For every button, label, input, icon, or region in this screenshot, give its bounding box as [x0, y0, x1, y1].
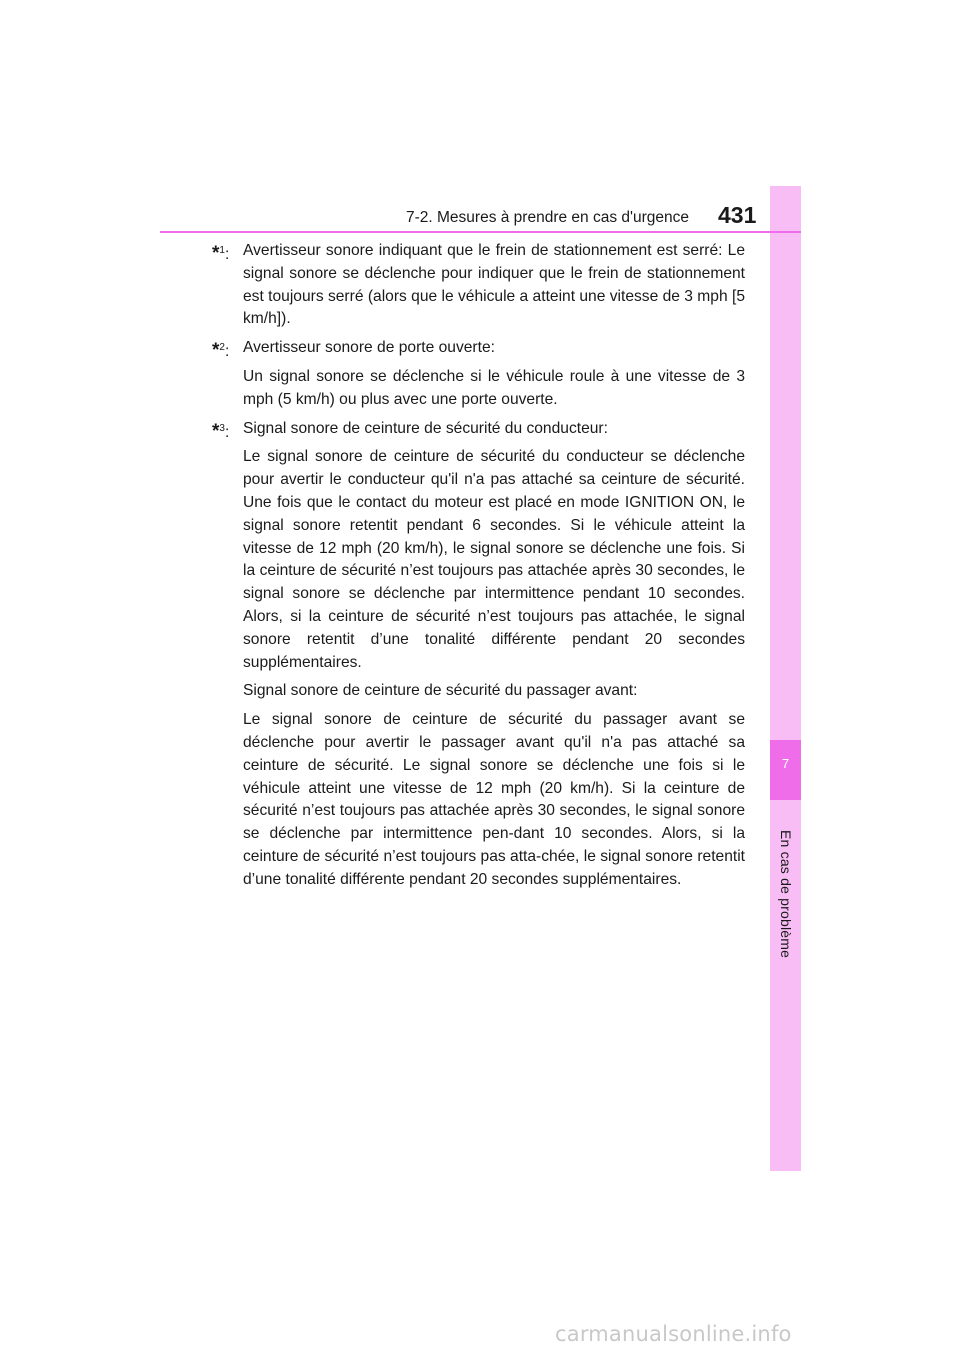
note-paragraph: Le signal sonore de ceinture de sécurité du conducteur se déclenche pour avertir le conducteur qu'il n'a pas attaché sa ceinture de sécurité. Une fois que le contact du moteur est placé en mode IGNITION ON, le signal sonore retentit pendant 6 secondes. Si le véhicule atteint la vitesse de 12 mph (20 km/h), le signal sonore se déclenche une fois. Si la ceinture de sécurité n’est toujours pas attachée après 30 secondes, le signal sonore se déclenche par intermittence pendant 10 secondes. Alors, si la ceinture de sécurité n’est toujours pas attachée, le signal sonore retentit d’une tonalité différente pendant 20 secondes supplémentaires. [243, 448, 745, 671]
note-marker: *$^2$: [212, 340, 230, 362]
note-marker: *$^3$: [212, 420, 230, 442]
chapter-title: En cas de problème [778, 830, 794, 959]
header-rule [160, 231, 801, 233]
note-paragraph: Avertisseur sonore de porte ouverte: [243, 339, 495, 357]
watermark-logo: carmanualsonline.info [555, 1322, 792, 1346]
note-paragraph: Le signal sonore de ceinture de sécurité du passager avant se déclenche pour avertir le passager avant qu'il n'a pas attaché sa ceinture de sécurité. Le signal sonore se déclenche une fois si le véhicule atteint une vitesse de 12 mph (20 km/h). Si la ceinture de sécurité n’est toujours pas attachée après 30 secondes, le signal sonore se déclenche par intermittence pen-dant 10 secondes. Alors, si la ceinture de sécurité n’est toujours pas atta-chée, le signal sonore retentit d’une tonalité différente pendant 20 secondes supplémentaires. [243, 711, 745, 888]
chapter-side-tab [770, 186, 801, 1171]
section-title: 7-2. Mesures à prendre en cas d'urgence [406, 209, 689, 226]
chapter-number: 7 [781, 756, 790, 771]
page-number: 431 [718, 202, 757, 228]
note-marker: *$^1$: [212, 243, 230, 264]
note-paragraph: Un signal sonore se déclenche si le véhicule roule à une vitesse de 3 mph (5 km/h) ou plus avec une porte ouverte. [243, 367, 745, 408]
notes-body [212, 240, 745, 898]
note-1 [212, 240, 745, 331]
note-2 [212, 337, 745, 411]
note-paragraph: Signal sonore de ceinture de sécurité du passager avant: [243, 682, 638, 700]
note-3 [212, 418, 745, 892]
note-paragraph: Signal sonore de ceinture de sécurité du conducteur: [243, 419, 608, 437]
note-paragraph: Avertisseur sonore indiquant que le frein de stationnement est serré: Le signal sonore se déclenche pour indiquer que le frein de stationnement est toujours serré (alors que le véhicule a atteint une vitesse de 3 mph [5 km/h]). [243, 242, 745, 328]
